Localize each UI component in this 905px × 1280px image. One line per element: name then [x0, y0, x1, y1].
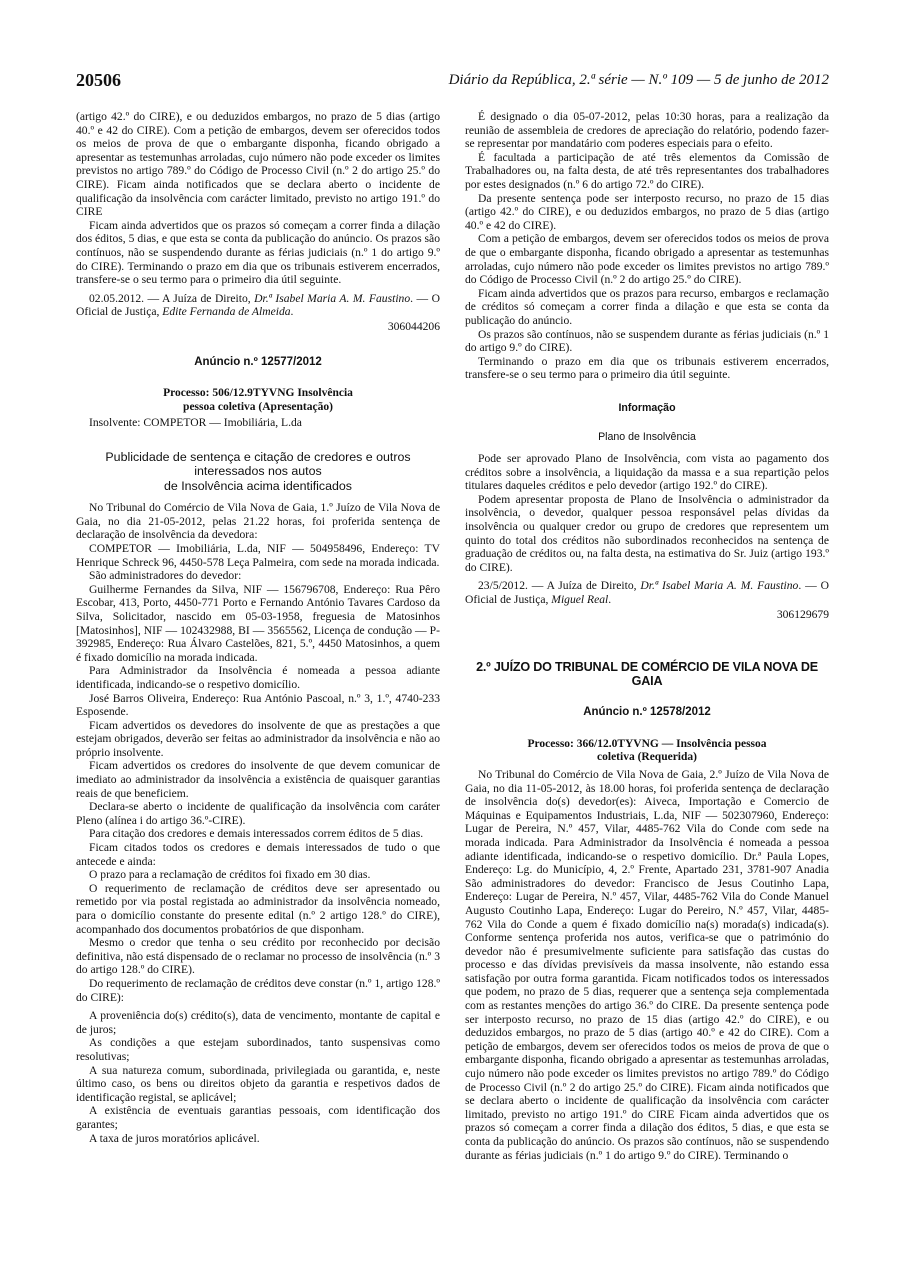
- process-title: Processo: 506/12.9TYVNG Insolvência pessoa coletiva (Apresentação): [163, 387, 353, 413]
- paragraph: Declara-se aberto o incidente de qualificação da insolvência com caráter Pleno (alínea i do artigo 36.º-CIRE).: [76, 800, 440, 827]
- announcement-title: Anúncio n.º 12578/2012: [583, 706, 711, 719]
- paragraph: No Tribunal do Comércio de Vila Nova de Gaia, 1.º Juízo de Vila Nova de Gaia, no dia 21-05-2012, pelas 21.22 horas, foi proferida sentença de declaração de insolvência da devedora:: [76, 501, 440, 542]
- paragraph: Ficam ainda advertidos que os prazos só começam a correr finda a dilação dos éditos, 5 dias, e que esta se conta da publicação do anúncio. Os prazos são contínuos, não se suspendendo durante as férias judiciais (n.º 1 do artigo 9.º do CIRE). Terminando o prazo em dia que os tribunais estiverem encerrados, transfere-se o seu termo para o primeiro dia útil seguinte.: [76, 218, 440, 287]
- paragraph: A sua natureza comum, subordinada, privilegiada ou garantida, e, neste último caso, os bens ou direitos objeto da garantia e respetivos dados de identificação registal, se aplicável;: [76, 1063, 440, 1104]
- paragraph: Mesmo o credor que tenha o seu crédito por reconhecido por decisão definitiva, não está dispensado de o reclamar no processo de insolvência (n.º 3 do artigo 128.º do CIRE).: [76, 936, 440, 977]
- paragraph: No Tribunal do Comércio de Vila Nova de Gaia, 2.º Juízo de Vila Nova de Gaia, no dia 11-05-2012, às 18.00 horas, foi proferida sentença de declaração de insolvência do(s) devedor(es): Aiveca, Importação e Comercio de Máquinas e Equipamentos Industriais, L.da, NIF — 502307960, Endereço: Lugar de Pereira, N.º 457, Vilar, 4485-762 Vila do Conde com sede na morada indicada. Para Administrador da Insolvência é nomeada a pessoa adiante identificada, indicando-se o respetivo domicílio. Dr.ª Paula Lopes, Endereço: Lg. do Município, 4, 2.º Frente, Apartado 231, 3781-907 Anadia São administradores do devedor: Francisco de Jesus Coutinho Lapa, Endereço: Lugar de Pereira, N.º 457, Vilar, 4485-762 Vila do Conde Manuel Augusto Coutinho Lapa, Endereço: Lugar do Pereiro, N.º 457, Vilar, 4485-762 Vila do Conde a quem é fixado domicílio na(s) morada(s) indicada(s). Conforme sentença proferida nos autos, verifica-se que o património do devedor não é presumivelmente suficiente para satisfação das custas do processo e das dívidas previsíveis da massa insolvente, não estando essa satisfação por outra forma garantida. Ficam notificados todos os interessados que podem, no prazo de 5 dias, requerer que a sentença seja complementada com as restantes menções do artigo 36.º do CIRE. Da presente sentença pode ser interposto recurso, no prazo de 15 dias (artigo 42.º do CIRE), e ou deduzidos embargos, no prazo de 5 dias (artigo 40.º e 42 do CIRE). Com a petição de embargos, devem ser oferecidos todos os meios de prova de que o embargante disponha, ficando obrigado a apresentar as testemunhas arroladas, cujo número não pode exceder os limites previstos no artigo 789.º do Código de Processo Civil (n.º 2 do artigo 25.º do CIRE). Ficam ainda notificados que se declara aberto o incidente de qualificação da insolvência com carácter limitado, previsto no artigo 191.º do CIRE Ficam ainda advertidos que os prazos só começam a correr finda a dilação dos éditos, 5 dias, e que esta se conta da publicação do anúncio. Os prazos são contínuos, não se suspendendo durante as férias judiciais (n.º 1 do artigo 9.º do CIRE). Terminando o: [465, 767, 829, 1162]
- paragraph: O requerimento de reclamação de créditos deve ser apresentado ou remetido por via postal registada ao administrador da insolvência nomeado, para o domicílio constante do presente edital (n.º 2 artigo 128.º do CIRE), acompanhado dos documentos probatórios de que disponham.: [76, 881, 440, 936]
- signature: 02.05.2012. — A Juíza de Direito, Dr.ª Isabel Maria A. M. Faustino. — O Oficial de Justiça, Edite Fernanda de Almeida.: [76, 291, 440, 319]
- paragraph: (artigo 42.º do CIRE), e ou deduzidos embargos, no prazo de 5 dias (artigo 40.º e 42 do CIRE). Com a petição de embargos, devem ser oferecidos todos os meios de prova de que o embargante disponha, ficando obrigado a apresentar as testemunhas arroladas, cujo número não pode exceder os limites previstos no artigo 789.º do Código de Processo Civil (n.º 2 do artigo 25.º do CIRE). Ficam ainda notificados que se declara aberto o incidente de qualificação da insolvência com carácter limitado, previsto no artigo 191.º do CIRE: [76, 110, 440, 219]
- page-header: [76, 70, 829, 92]
- process-title: Processo: 366/12.0TYVNG — Insolvência pessoa coletiva (Requerida): [527, 737, 767, 764]
- paragraph: Guilherme Fernandes da Silva, NIF — 156796708, Endereço: Rua Pêro Escobar, 413, Porto, 4450-771 Porto e Fernando António Tavares Cardoso da Silva, Solicitador, nascido em 05-03-1958, freguesia de Matosinhos [Matosinhos], NIF — 102432988, BI — 3565562, Licença de condução — P-392985, Endereço: Rua Álvaro Castelões, 821, 5.º, 4450 Matosinhos, a quem é fixado domicílio na morada indicada.: [76, 582, 440, 664]
- paragraph: Do requerimento de reclamação de créditos deve constar (n.º 1, artigo 128.º do CIRE):: [76, 976, 440, 1004]
- journal-title: Diário da República, 2.ª série — N.º 109 — 5 de junho de 2012: [448, 72, 829, 88]
- paragraph: As condições a que estejam subordinados, tanto suspensivas como resolutivas;: [76, 1036, 440, 1063]
- paragraph: José Barros Oliveira, Endereço: Rua António Pascoal, n.º 3, 1.º, 4740-233 Esposende.: [76, 691, 440, 719]
- information-heading: Informação: [618, 401, 676, 414]
- paragraph: É designado o dia 05-07-2012, pelas 10:30 horas, para a realização da reunião de assembleia de credores de apreciação do relatório, podendo fazer-se representar por mandatário com poderes especiais para o efeito.: [465, 110, 829, 151]
- right-column: [465, 110, 829, 1162]
- paragraph: Ficam advertidos os devedores do insolvente de que as prestações a que estejam obrigados, deverão ser feitas ao administrador da insolvência e não ao próprio insolvente.: [76, 718, 440, 759]
- insolvent-line: Insolvente: COMPETOR — Imobiliária, L.da: [89, 416, 302, 430]
- paragraph: Da presente sentença pode ser interposto recurso, no prazo de 15 dias (artigo 42.º do CIRE), e ou deduzidos embargos, no prazo de 5 dias (artigo 40.º e 42 do CIRE).: [465, 191, 829, 232]
- paragraph: Os prazos são contínuos, não se suspendem durante as férias judiciais (n.º 1 do artigo 9.º do CIRE).: [465, 327, 829, 355]
- paragraph: Ficam advertidos os credores do insolvente de que devem comunicar de imediato ao administrador da insolvência a existência de quaisquer garantias reais de que beneficiem.: [76, 759, 440, 800]
- paragraph: Para citação dos credores e demais interessados correm éditos de 5 dias.: [89, 827, 424, 841]
- paragraph: Podem apresentar proposta de Plano de Insolvência o administrador da insolvência, o devedor, qualquer pessoa responsável pelas dívidas da insolvência ou qualquer credor ou grupo de credores que representem um quinto do total dos créditos não subordinados reconhecidos na sentença de graduação de créditos ou, na falta desta, na estimativa do Sr. Juiz (artigo 193.º do CIRE).: [465, 492, 829, 574]
- signature: 23/5/2012. — A Juíza de Direito, Dr.ª Isabel Maria A. M. Faustino. — O Oficial de Justiça, Miguel Real.: [465, 579, 829, 606]
- plan-heading: Plano de Insolvência: [598, 431, 696, 444]
- paragraph: Terminando o prazo em dia que os tribunais estiverem encerrados, transfere-se o seu termo para o primeiro dia útil seguinte.: [465, 354, 829, 382]
- paragraph: O prazo para a reclamação de créditos foi fixado em 30 dias.: [89, 868, 371, 882]
- reference-number: 306044206: [387, 319, 440, 333]
- left-column: [76, 110, 440, 1145]
- paragraph: Para Administrador da Insolvência é nomeada a pessoa adiante identificada, indicando-se o respetivo domicílio.: [76, 664, 440, 691]
- paragraph: Pode ser aprovado Plano de Insolvência, com vista ao pagamento dos créditos sobre a insolvência, a liquidação da massa e a sua repartição pelos titulares daqueles créditos e pelo devedor (artigo 192.º do CIRE).: [465, 452, 829, 493]
- paragraph: Ficam ainda advertidos que os prazos para recurso, embargos e reclamação de créditos só começam a correr finda a dilação e que esta se conta da publicação do anúncio.: [465, 286, 829, 327]
- paragraph: A taxa de juros moratórios aplicável.: [89, 1131, 260, 1145]
- paragraph: A existência de eventuais garantias pessoais, com identificação dos garantes;: [76, 1104, 440, 1131]
- paragraph: Ficam citados todos os credores e demais interessados de tudo o que antecede e ainda:: [76, 841, 440, 868]
- announcement-title: Anúncio n.º 12577/2012: [194, 355, 322, 368]
- paragraph: Com a petição de embargos, devem ser oferecidos todos os meios de prova de que o embargante disponha, ficando obrigado a apresentar as testemunhas arroladas, cujo número não pode exceder os limites previstos no artigo 789.º do Código de Processo Civil (n.º 2 do artigo 25.º do CIRE).: [465, 232, 829, 287]
- paragraph: COMPETOR — Imobiliária, L.da, NIF — 504958496, Endereço: TV Henrique Schreck 96, 4450-578 Leça Palmeira, com sede na morada indicada.: [76, 541, 440, 569]
- page-number: 20506: [76, 70, 121, 90]
- paragraph: São administradores do devedor:: [89, 569, 242, 583]
- section-heading: 2.º JUÍZO DO TRIBUNAL DE COMÉRCIO DE VILA NOVA DE GAIA: [476, 660, 818, 688]
- paragraph: A proveniência do(s) crédito(s), data de vencimento, montante de capital e de juros;: [76, 1009, 440, 1036]
- publicity-heading: Publicidade de sentença e citação de credores e outros interessados nos autos de Insolvência acima identificados: [105, 449, 411, 493]
- reference-number: 306129679: [776, 607, 829, 621]
- paragraph: É facultada a participação de até três elementos da Comissão de Trabalhadores ou, na falta desta, de até três representantes dos trabalhadores por estes designados (n.º 6 do artigo 72.º do CIRE).: [465, 150, 829, 191]
